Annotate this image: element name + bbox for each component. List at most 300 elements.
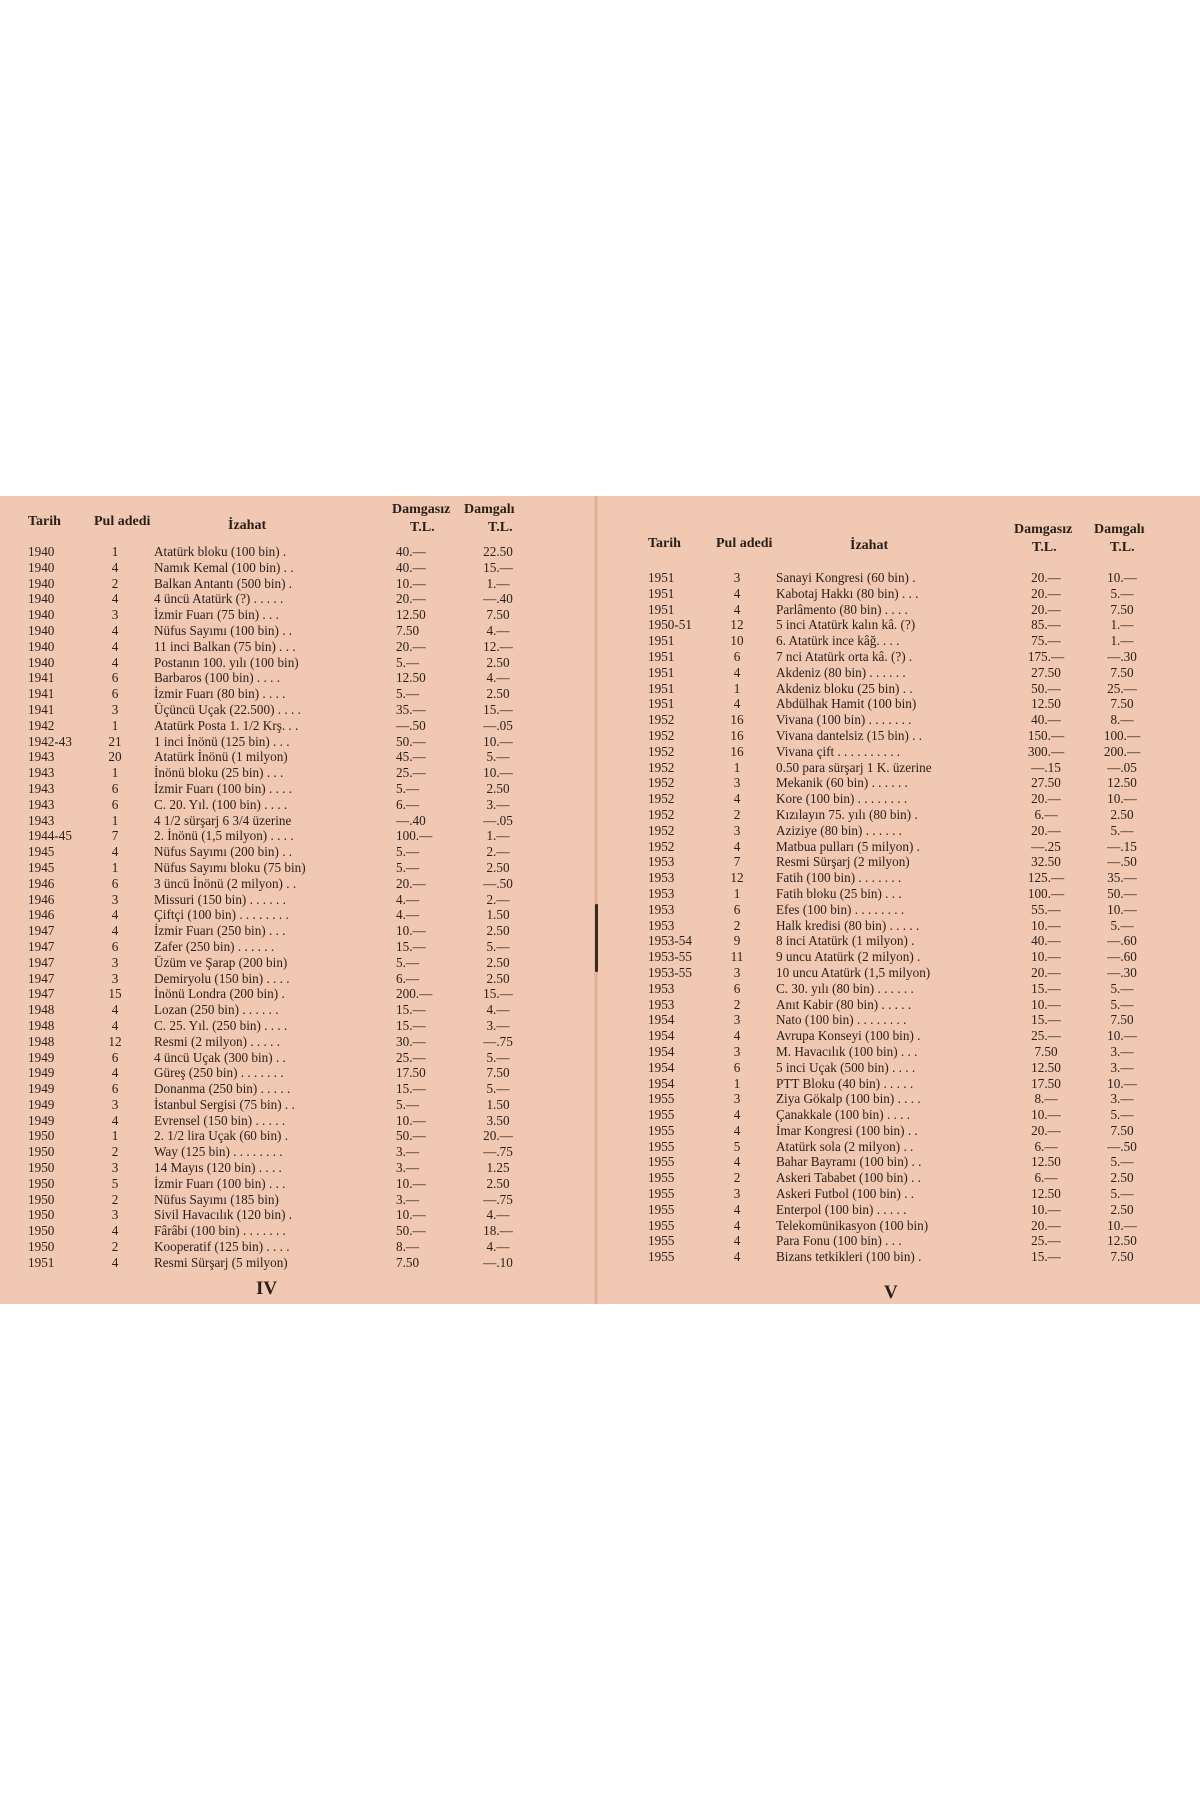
page-left (0, 496, 596, 1304)
row-price-used: 15.— (483, 986, 513, 1002)
row-price-unused: 8.— (1034, 1091, 1058, 1107)
row-price-unused: 40.— (1031, 712, 1061, 728)
row-year: 1951 (28, 1254, 55, 1270)
row-price-unused: 40.— (396, 559, 426, 575)
stamp-table-left (0, 544, 596, 1271)
row-description: Mekanik (60 bin) . . . . . . (776, 775, 908, 791)
row-year: 1948 (28, 1033, 55, 1049)
row-price-unused: 15.— (396, 1081, 426, 1097)
row-price-used: 2.50 (486, 954, 510, 970)
row-description: Üçüncü Uçak (22.500) . . . . (154, 701, 301, 717)
row-price-unused: 7.50 (1034, 1043, 1058, 1059)
row-description: Zafer (250 bin) . . . . . . (154, 938, 275, 954)
row-description: PTT Bloku (40 bin) . . . . . (776, 1075, 914, 1091)
table-row (0, 1176, 596, 1192)
row-description: 4 1/2 sürşarj 6 3/4 üzerine (154, 812, 292, 828)
table-row (0, 1192, 596, 1208)
row-count: 1 (111, 765, 119, 781)
row-count: 6 (111, 1081, 119, 1097)
table-row (0, 1081, 596, 1097)
row-year: 1955 (648, 1170, 675, 1186)
table-row (0, 655, 596, 671)
row-year: 1953 (648, 901, 675, 917)
row-count: 6 (111, 1049, 119, 1065)
row-price-used: 200.— (1103, 743, 1141, 759)
row-year: 1955 (648, 1249, 675, 1265)
row-year: 1942-43 (28, 733, 72, 749)
row-description: 5 inci Atatürk kalın kâ. (?) (776, 617, 916, 633)
row-price-used: 4.— (486, 622, 510, 638)
row-price-unused: 15.— (1031, 1012, 1061, 1028)
table-row (0, 591, 596, 607)
row-price-unused: 10.— (1031, 1201, 1061, 1217)
row-price-used: 3.— (1110, 1059, 1134, 1075)
row-description: İzmir Fuarı (250 bin) . . . (154, 923, 286, 939)
row-price-unused: 20.— (1031, 1217, 1061, 1233)
row-description: Nüfus Sayımı (100 bin) . . (154, 622, 293, 638)
table-row (0, 607, 596, 623)
row-price-unused: 5.— (396, 859, 420, 875)
row-count: 5 (111, 1175, 119, 1191)
row-price-unused: 6.— (1034, 1138, 1058, 1154)
row-price-used: 5.— (1110, 1107, 1134, 1123)
row-price-used: 1.25 (486, 1160, 510, 1176)
row-description: 6. Atatürk ince kâğ. . . . (776, 633, 900, 649)
table-row (0, 1113, 596, 1129)
row-price-unused: 7.50 (396, 1254, 420, 1270)
row-year: 1953 (648, 980, 675, 996)
table-row (0, 1144, 596, 1160)
table-row (596, 1202, 1200, 1218)
row-year: 1944-45 (28, 828, 72, 844)
row-price-unused: 15.— (396, 1017, 426, 1033)
table-row (0, 576, 596, 592)
row-count: 4 (733, 1217, 741, 1233)
row-year: 1952 (648, 743, 675, 759)
row-description: Missuri (150 bin) . . . . . . (154, 891, 286, 907)
row-price-unused: 17.50 (396, 1065, 426, 1081)
row-price-used: 5.— (486, 1049, 510, 1065)
row-description: Nüfus Sayımı (200 bin) . . (154, 844, 293, 860)
row-description: Enterpol (100 bin) . . . . . (776, 1201, 907, 1217)
row-count: 2 (111, 575, 119, 591)
row-description: Akdeniz bloku (25 bin) . . (776, 680, 913, 696)
row-year: 1953 (648, 885, 675, 901)
row-year: 1943 (28, 796, 55, 812)
row-price-unused: 10.— (1031, 1107, 1061, 1123)
row-price-unused: 3.— (396, 1191, 420, 1207)
row-description: Postanın 100. yılı (100 bin) (154, 654, 299, 670)
row-description: Fatih (100 bin) . . . . . . . (776, 870, 902, 886)
table-row (596, 791, 1200, 807)
row-description: 0.50 para sürşarj 1 K. üzerine (776, 759, 932, 775)
row-description: 14 Mayıs (120 bin) . . . . (154, 1160, 282, 1176)
row-year: 1953 (648, 870, 675, 886)
row-description: 4 üncü Atatürk (?) . . . . . (154, 591, 284, 607)
row-price-unused: 27.50 (1031, 775, 1061, 791)
row-count: 3 (111, 891, 119, 907)
row-price-unused: 125.— (1027, 870, 1065, 886)
row-description: Kooperatif (125 bin) . . . . (154, 1239, 290, 1255)
row-description: Ziya Gökalp (100 bin) . . . . (776, 1091, 921, 1107)
header-pul-adedi: Pul adedi (94, 514, 151, 529)
row-price-used: —.15 (1107, 838, 1137, 854)
table-row (0, 1239, 596, 1255)
row-price-unused: 3.— (396, 1160, 420, 1176)
table-row (596, 633, 1200, 649)
row-price-unused: 17.50 (1031, 1075, 1061, 1091)
table-row (596, 696, 1200, 712)
page-right (596, 496, 1200, 1304)
row-year: 1952 (648, 806, 675, 822)
row-price-used: 12.— (483, 638, 513, 654)
table-row (596, 997, 1200, 1013)
row-description: Atatürk Posta 1. 1/2 Krş. . . (154, 717, 299, 733)
header-damgali: Damgalı (1094, 522, 1145, 537)
row-price-used: —.50 (483, 875, 513, 891)
table-row (596, 1012, 1200, 1028)
table-row (596, 712, 1200, 728)
row-description: 5 inci Uçak (500 bin) . . . . (776, 1059, 916, 1075)
table-row (596, 1218, 1200, 1234)
row-price-unused: 25.— (396, 765, 426, 781)
row-count: 2 (111, 1144, 119, 1160)
row-year: 1952 (648, 759, 675, 775)
table-row (0, 734, 596, 750)
row-count: 2 (111, 1239, 119, 1255)
row-description: Balkan Antantı (500 bin) . (154, 575, 293, 591)
row-price-unused: 5.— (396, 654, 420, 670)
row-description: M. Havacılık (100 bin) . . . (776, 1043, 918, 1059)
row-price-unused: 175.— (1027, 648, 1065, 664)
row-description: Sanayi Kongresi (60 bin) . (776, 570, 916, 585)
header-tl-damgali: T.L. (1110, 540, 1135, 555)
row-price-used: 10.— (483, 733, 513, 749)
row-count: 6 (111, 670, 119, 686)
row-count: 2 (111, 1191, 119, 1207)
row-count: 6 (733, 1059, 741, 1075)
row-count: 12 (730, 870, 744, 886)
table-row (0, 876, 596, 892)
table-row (0, 686, 596, 702)
table-row (596, 854, 1200, 870)
row-year: 1940 (28, 654, 55, 670)
row-count: 4 (111, 1002, 119, 1018)
header-damgasiz: Damgasız (1014, 522, 1073, 537)
row-year: 1943 (28, 780, 55, 796)
table-row (0, 955, 596, 971)
row-year: 1953-55 (648, 949, 692, 965)
row-description: 8 inci Atatürk (1 milyon) . (776, 933, 915, 949)
table-row (596, 870, 1200, 886)
table-row (596, 744, 1200, 760)
row-price-used: 2.50 (486, 654, 510, 670)
row-price-used: 1.50 (486, 907, 510, 923)
row-count: 4 (111, 844, 119, 860)
row-count: 4 (733, 585, 741, 601)
row-price-used: 1.— (1110, 617, 1134, 633)
row-price-unused: 50.— (396, 1223, 426, 1239)
row-price-unused: 12.50 (396, 670, 426, 686)
row-description: Namık Kemal (100 bin) . . (154, 559, 294, 575)
row-description: İnönü bloku (25 bin) . . . (154, 765, 284, 781)
row-description: C. 25. Yıl. (250 bin) . . . . (154, 1017, 288, 1033)
row-description: Para Fonu (100 bin) . . . (776, 1233, 902, 1249)
row-price-unused: 75.— (1031, 633, 1061, 649)
table-row (596, 981, 1200, 997)
table-row (596, 1107, 1200, 1123)
table-row (0, 1207, 596, 1223)
row-price-unused: 5.— (396, 1096, 420, 1112)
row-price-used: 10.— (483, 765, 513, 781)
row-description: Atatürk sola (2 milyon) . . (776, 1138, 914, 1154)
table-row (0, 1002, 596, 1018)
row-year: 1947 (28, 923, 55, 939)
stamp-table-right (596, 570, 1200, 1265)
row-year: 1951 (648, 696, 675, 712)
table-row (596, 933, 1200, 949)
table-row (596, 1091, 1200, 1107)
row-count: 3 (111, 1207, 119, 1223)
row-year: 1940 (28, 638, 55, 654)
row-description: Sivil Havacılık (120 bin) . (154, 1207, 293, 1223)
row-count: 6 (111, 875, 119, 891)
row-year: 1953 (648, 996, 675, 1012)
row-year: 1953-54 (648, 933, 692, 949)
row-price-used: 7.50 (486, 1065, 510, 1081)
row-year: 1940 (28, 622, 55, 638)
row-price-used: 35.— (1107, 870, 1137, 886)
row-year: 1955 (648, 1186, 675, 1202)
row-price-used: —.10 (483, 1254, 513, 1270)
row-year: 1940 (28, 559, 55, 575)
row-description: Evrensel (150 bin) . . . . . (154, 1112, 286, 1128)
row-count: 6 (733, 980, 741, 996)
row-count: 12 (108, 1033, 122, 1049)
row-count: 7 (733, 854, 741, 870)
row-price-used: —.05 (483, 812, 513, 828)
row-price-unused: 45.— (396, 749, 426, 765)
row-price-used: 2.50 (1110, 806, 1134, 822)
row-price-used: 25.— (1107, 680, 1137, 696)
table-row (0, 1050, 596, 1066)
row-count: 1 (111, 544, 119, 559)
row-year: 1951 (648, 664, 675, 680)
row-price-unused: 10.— (396, 1175, 426, 1191)
row-price-unused: —.40 (396, 812, 426, 828)
header-tl-damgali: T.L. (488, 520, 513, 535)
row-year: 1949 (28, 1049, 55, 1065)
row-price-unused: 300.— (1027, 743, 1065, 759)
table-row (596, 1186, 1200, 1202)
row-count: 4 (111, 907, 119, 923)
row-price-used: 3.50 (486, 1112, 510, 1128)
row-price-used: 3.— (486, 1017, 510, 1033)
row-year: 1949 (28, 1112, 55, 1128)
row-count: 4 (733, 838, 741, 854)
row-year: 1950 (28, 1207, 55, 1223)
row-year: 1950 (28, 1239, 55, 1255)
row-year: 1949 (28, 1065, 55, 1081)
row-price-used: 10.— (1107, 791, 1137, 807)
row-count: 12 (730, 617, 744, 633)
table-row (0, 623, 596, 639)
row-description: Nüfus Sayımı bloku (75 bin) (154, 859, 306, 875)
row-description: Lozan (250 bin) . . . . . . (154, 1002, 279, 1018)
row-price-used: 5.— (1110, 1154, 1134, 1170)
row-price-unused: 5.— (396, 844, 420, 860)
row-price-used: 3.— (1110, 1043, 1134, 1059)
row-count: 2 (733, 917, 741, 933)
row-year: 1940 (28, 544, 55, 559)
table-row (596, 1139, 1200, 1155)
row-year: 1955 (648, 1138, 675, 1154)
table-row (0, 639, 596, 655)
row-description: C. 20. Yıl. (100 bin) . . . . (154, 796, 288, 812)
row-price-unused: 4.— (396, 907, 420, 923)
row-price-used: —.75 (483, 1033, 513, 1049)
row-year: 1949 (28, 1081, 55, 1097)
row-price-unused: 6.— (396, 796, 420, 812)
row-price-unused: 20.— (1031, 822, 1061, 838)
row-description: Barbaros (100 bin) . . . . (154, 670, 280, 686)
row-count: 20 (108, 749, 122, 765)
row-price-unused: 15.— (1031, 1249, 1061, 1265)
row-price-unused: 20.— (396, 591, 426, 607)
table-row (0, 1160, 596, 1176)
row-year: 1950 (28, 1144, 55, 1160)
row-description: Askeri Futbol (100 bin) . . (776, 1186, 915, 1202)
row-year: 1943 (28, 749, 55, 765)
row-price-used: 4.— (486, 1207, 510, 1223)
row-year: 1955 (648, 1233, 675, 1249)
row-price-unused: 10.— (396, 575, 426, 591)
row-price-unused: 10.— (1031, 949, 1061, 965)
page-number-right: V (884, 1282, 898, 1303)
header-pul-adedi: Pul adedi (716, 536, 773, 551)
row-year: 1948 (28, 1002, 55, 1018)
row-price-unused: 15.— (1031, 980, 1061, 996)
row-price-used: —.60 (1107, 933, 1137, 949)
row-count: 4 (111, 559, 119, 575)
row-price-used: —.50 (1107, 1138, 1137, 1154)
row-count: 4 (733, 696, 741, 712)
row-price-used: 5.— (486, 938, 510, 954)
row-description: Fârâbi (100 bin) . . . . . . . (154, 1223, 286, 1239)
table-row (596, 665, 1200, 681)
row-year: 1955 (648, 1201, 675, 1217)
row-count: 4 (733, 1249, 741, 1265)
row-description: İstanbul Sergisi (75 bin) . . (154, 1096, 295, 1112)
row-price-used: 7.50 (486, 607, 510, 623)
row-description: 1 inci İnönü (125 bin) . . . (154, 733, 290, 749)
row-price-unused: 40.— (396, 544, 426, 559)
row-description: 3 üncü İnönü (2 milyon) . . (154, 875, 297, 891)
row-count: 4 (733, 601, 741, 617)
row-price-unused: 100.— (1027, 885, 1065, 901)
row-description: Donanma (250 bin) . . . . . (154, 1081, 291, 1097)
table-row (596, 760, 1200, 776)
row-description: Nato (100 bin) . . . . . . . . (776, 1012, 907, 1028)
row-year: 1953 (648, 917, 675, 933)
table-row (596, 807, 1200, 823)
row-price-unused: 15.— (396, 1002, 426, 1018)
row-price-used: 2.50 (486, 970, 510, 986)
header-tl-damgasiz: T.L. (1032, 540, 1057, 555)
row-price-used: 2.50 (486, 686, 510, 702)
row-price-used: 8.— (1110, 712, 1134, 728)
table-row (596, 602, 1200, 618)
header-damgasiz: Damgasız (392, 502, 451, 517)
row-count: 3 (111, 1096, 119, 1112)
table-row (0, 892, 596, 908)
row-price-used: 1.50 (486, 1096, 510, 1112)
row-count: 4 (733, 791, 741, 807)
row-year: 1952 (648, 712, 675, 728)
table-row (596, 570, 1200, 586)
row-price-unused: 50.— (396, 733, 426, 749)
row-price-unused: 5.— (396, 954, 420, 970)
table-row (0, 670, 596, 686)
row-description: 11 inci Balkan (75 bin) . . . (154, 638, 296, 654)
row-year: 1951 (648, 648, 675, 664)
row-price-used: 2.— (486, 891, 510, 907)
row-description: İnönü Londra (200 bin) . (154, 986, 285, 1002)
row-price-used: 3.— (1110, 1091, 1134, 1107)
row-description: Fatih bloku (25 bin) . . . (776, 885, 902, 901)
row-year: 1951 (648, 585, 675, 601)
row-price-used: 7.50 (1110, 601, 1134, 617)
row-year: 1953 (648, 854, 675, 870)
row-price-unused: 35.— (396, 701, 426, 717)
row-year: 1954 (648, 1028, 675, 1044)
row-year: 1946 (28, 907, 55, 923)
row-description: Askeri Tababet (100 bin) . . (776, 1170, 921, 1186)
row-description: Çanakkale (100 bin) . . . . (776, 1107, 911, 1123)
row-price-used: 5.— (1110, 980, 1134, 996)
row-price-used: 5.— (1110, 585, 1134, 601)
table-row (0, 1255, 596, 1271)
table-row (0, 971, 596, 987)
row-price-unused: 40.— (1031, 933, 1061, 949)
row-price-used: 1.— (486, 575, 510, 591)
row-description: İzmir Fuarı (75 bin) . . . (154, 607, 279, 623)
row-description: 10 uncu Atatürk (1,5 milyon) (776, 964, 931, 980)
row-price-unused: 50.— (396, 1128, 426, 1144)
row-year: 1952 (648, 838, 675, 854)
row-price-used: 100.— (1103, 727, 1141, 743)
row-price-unused: 55.— (1031, 901, 1061, 917)
row-year: 1950 (28, 1160, 55, 1176)
table-row (0, 797, 596, 813)
row-price-unused: 12.50 (1031, 1059, 1061, 1075)
table-row (596, 1044, 1200, 1060)
table-row (596, 839, 1200, 855)
table-row (596, 586, 1200, 602)
row-description: Vivana dantelsiz (15 bin) . . (776, 727, 923, 743)
row-count: 3 (111, 970, 119, 986)
row-description: 2. 1/2 lira Uçak (60 bin) . (154, 1128, 289, 1144)
row-description: Bizans tetkikleri (100 bin) . (776, 1249, 922, 1265)
row-year: 1941 (28, 670, 55, 686)
row-price-used: 2.50 (1110, 1170, 1134, 1186)
row-year: 1950-51 (648, 617, 692, 633)
row-price-used: 5.— (486, 1081, 510, 1097)
table-row (0, 986, 596, 1002)
row-price-unused: 25.— (1031, 1028, 1061, 1044)
row-price-used: 7.50 (1110, 1012, 1134, 1028)
row-description: Akdeniz (80 bin) . . . . . . (776, 664, 906, 680)
